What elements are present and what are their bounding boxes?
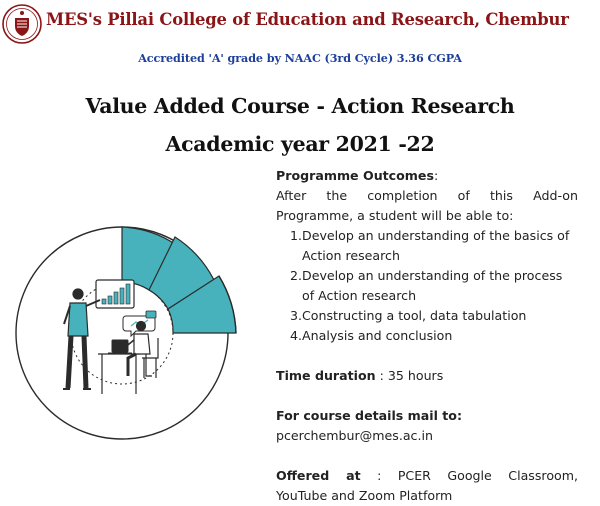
outcomes-list [276,226,578,346]
outcome-item: 3. Constructing a tool, data tabulation [289,308,527,323]
academic-year: Academic year 2021 -22 [165,132,435,156]
presentation-chart-illustration [0,208,268,458]
programme-outcomes-heading: Programme Outcomes: [276,168,439,183]
offered-platforms: YouTube and Zoom Platform [276,488,453,503]
course-title: Value Added Course - Action Research [85,94,515,118]
outcome-item: 4. Analysis and conclusion [289,328,453,343]
contact-email-link[interactable]: pcerchembur@mes.ac.in [276,428,433,443]
intro-line-1: After the completion of this Add-on [276,188,578,203]
offered-at: Offered at : PCER Google Classroom, [276,468,578,483]
small-card [146,311,156,318]
outcome-item: 2. Develop an understanding of the process of Action research [289,268,563,303]
contact-heading: For course details mail to: [276,408,462,423]
accreditation-text: Accredited 'A' grade by NAAC (3rd Cycle) 3.36 CGPA [138,51,462,65]
heading-label: Programme Outcomes [276,168,434,183]
standing-person [63,289,100,389]
college-crest-icon [2,4,42,44]
course-details [276,166,578,506]
outcome-item: 1. Develop an understanding of the basics of Action research [289,228,570,263]
laptop [108,340,132,353]
college-name: MES's Pillai College of Education and Research, Chembur [46,10,569,29]
header [0,0,600,76]
intro-line-2: Programme, a student will be able to: [276,208,514,223]
desk [98,354,140,394]
time-duration: Time duration : 35 hours [276,368,444,383]
